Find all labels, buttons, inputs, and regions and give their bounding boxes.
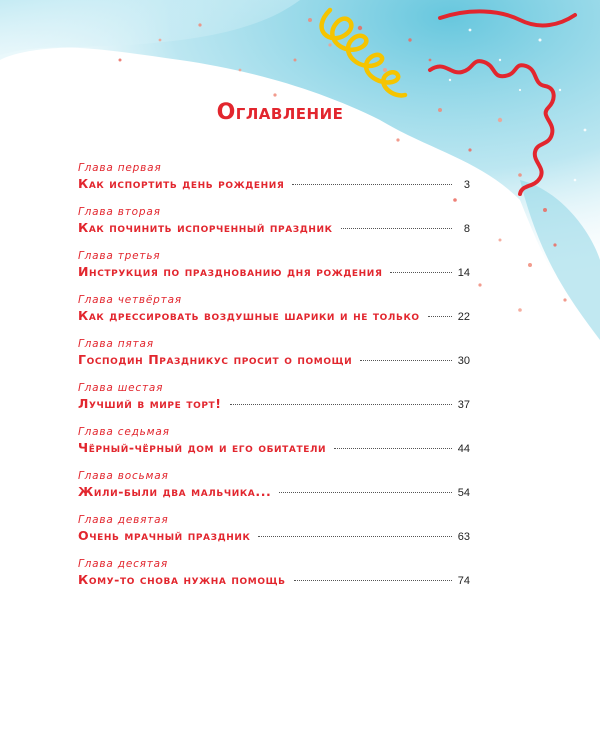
- dot-leader: [390, 272, 452, 273]
- chapter-title: Жили-были два мальчика...: [78, 484, 272, 499]
- page-number: 30: [457, 355, 470, 367]
- page-number: 54: [457, 487, 470, 499]
- chapter-title: Очень мрачный праздник: [78, 528, 251, 543]
- toc-entry[interactable]: [78, 512, 470, 556]
- page-number: 44: [457, 443, 470, 455]
- toc-entry[interactable]: [78, 292, 470, 336]
- page-number: 8: [463, 223, 470, 235]
- dot-leader: [428, 316, 452, 317]
- dot-leader: [230, 404, 452, 405]
- toc-entry[interactable]: [78, 468, 470, 512]
- toc-entry[interactable]: [78, 204, 470, 248]
- chapter-title: Кому-то снова нужна помощь: [78, 572, 286, 587]
- chapter-title: Как починить испорченный праздник: [78, 220, 333, 235]
- chapter-title: Как дрессировать воздушные шарики и не только: [78, 308, 420, 323]
- page-number: 3: [463, 179, 470, 191]
- dot-leader: [292, 184, 452, 185]
- chapter-title: Инструкция по празднованию дня рождения: [78, 264, 383, 279]
- page-title: Оглавление: [216, 100, 344, 125]
- toc-entry[interactable]: [78, 336, 470, 380]
- chapter-label: Глава вторая: [78, 206, 161, 218]
- chapter-title: Как испортить день рождения: [78, 176, 285, 191]
- dot-leader: [294, 580, 452, 581]
- chapter-label: Глава девятая: [78, 514, 169, 526]
- dot-leader: [334, 448, 452, 449]
- dot-leader: [279, 492, 452, 493]
- chapter-label: Глава восьмая: [78, 470, 169, 482]
- page-number: 37: [457, 399, 470, 411]
- chapter-label: Глава пятая: [78, 338, 154, 350]
- toc-entry[interactable]: [78, 380, 470, 424]
- chapter-title: Господин Праздникус просит о помощи: [78, 352, 353, 367]
- page-number: 22: [457, 311, 470, 323]
- chapter-label: Глава десятая: [78, 558, 169, 570]
- dot-leader: [360, 360, 452, 361]
- chapter-label: Глава третья: [78, 250, 161, 262]
- page-number: 63: [457, 531, 470, 543]
- page-number: 74: [457, 575, 470, 587]
- chapter-label: Глава седьмая: [78, 426, 170, 438]
- chapter-label: Глава четвёртая: [78, 294, 182, 306]
- chapter-label: Глава шестая: [78, 382, 164, 394]
- chapter-title: Чёрный-чёрный дом и его обитатели: [78, 440, 327, 455]
- chapter-label: Глава первая: [78, 162, 162, 174]
- toc-entry[interactable]: [78, 556, 470, 600]
- toc-entry[interactable]: [78, 424, 470, 468]
- dot-leader: [258, 536, 452, 537]
- toc-entry[interactable]: [78, 248, 470, 292]
- dot-leader: [341, 228, 452, 229]
- table-of-contents: [78, 160, 470, 600]
- page-number: 14: [457, 267, 470, 279]
- chapter-title: Лучший в мире торт!: [78, 396, 222, 411]
- toc-entry[interactable]: [78, 160, 470, 204]
